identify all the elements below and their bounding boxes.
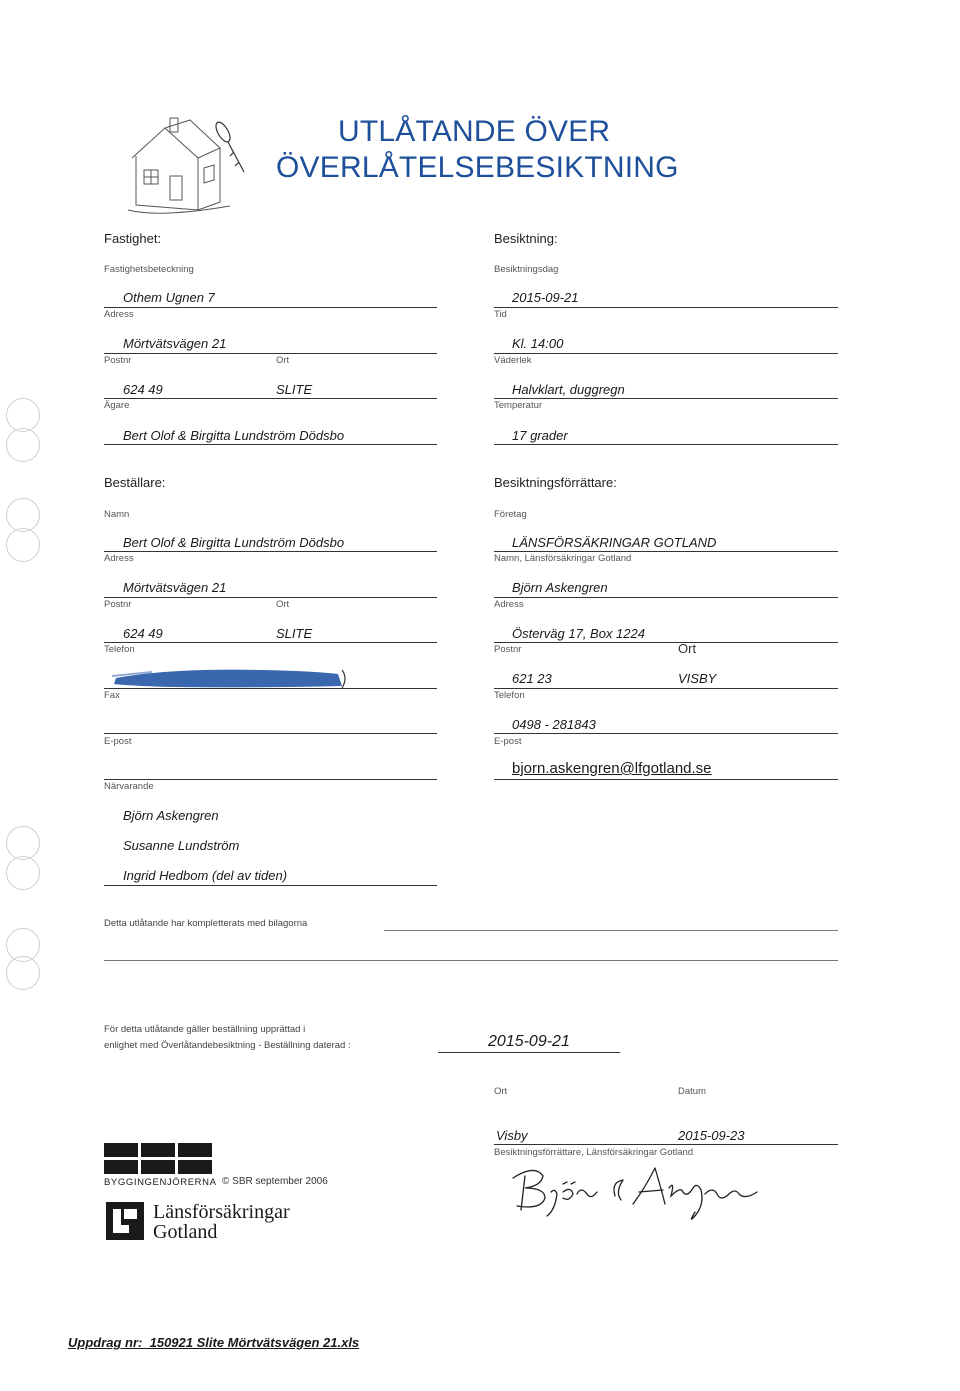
fastighet-ort-value: SLITE — [276, 382, 313, 397]
temperatur-value: 17 grader — [512, 428, 568, 443]
field-line — [104, 551, 437, 552]
field-line — [104, 353, 437, 354]
forrattare-heading: Besiktningsförrättare: — [494, 475, 617, 490]
handwritten-signature — [505, 1158, 775, 1228]
bestallare-namn-value: Bert Olof & Birgitta Lundström Dödsbo — [123, 535, 345, 550]
label-vaderlek: Väderlek — [494, 355, 532, 366]
label-ort: Ort — [276, 355, 290, 366]
field-line — [494, 642, 838, 643]
field-line — [494, 353, 838, 354]
sbr-copyright: © SBR september 2006 — [222, 1176, 328, 1187]
label-foretag: Företag — [494, 509, 527, 520]
binder-hole — [6, 428, 40, 462]
field-line — [384, 930, 838, 931]
forrattare-epost-link[interactable]: bjorn.askengren@lfgotland.se — [512, 760, 712, 777]
title-line-2: ÖVERLÅTELSEBESIKTNING — [276, 151, 679, 184]
bestallning-text-1: För detta utlåtande gäller beställning upprättad i — [104, 1024, 306, 1035]
sbr-logo — [104, 1143, 212, 1175]
binder-hole — [6, 956, 40, 990]
forrattare-namn-value: Björn Askengren — [512, 580, 608, 595]
label-namn-forrattare: Namn, Länsförsäkringar Gotland — [494, 553, 632, 564]
label-postnr: Postnr — [104, 599, 132, 610]
foretag-value: LÄNSFÖRSÄKRINGAR GOTLAND — [512, 535, 717, 550]
field-line — [104, 688, 437, 689]
field-line — [494, 444, 838, 445]
field-line — [494, 597, 838, 598]
label-fastighetsbeteckning: Fastighetsbeteckning — [104, 264, 194, 275]
redaction-mark — [112, 662, 348, 690]
label-narvarande: Närvarande — [104, 781, 154, 792]
label-tid: Tid — [494, 309, 507, 320]
field-line — [104, 444, 437, 445]
tid-value: Kl. 14:00 — [512, 336, 564, 351]
label-ort: Ort — [494, 1086, 508, 1097]
label-telefon: Telefon — [104, 644, 135, 655]
label-signatur: Besiktningsförrättare, Länsförsäkringar Gotland — [494, 1147, 694, 1158]
forrattare-telefon-value: 0498 - 281843 — [512, 717, 596, 732]
label-epost: E-post — [494, 736, 522, 747]
narvarande-person: Björn Askengren — [123, 808, 219, 823]
label-postnr: Postnr — [104, 355, 132, 366]
field-line — [494, 779, 838, 780]
lansforsakringar-logo-icon — [106, 1202, 144, 1240]
bestallare-heading: Beställare: — [104, 475, 166, 490]
forrattare-adress-value: Österväg 17, Box 1224 — [512, 626, 645, 641]
field-line — [494, 688, 838, 689]
label-temperatur: Temperatur — [494, 400, 543, 411]
bestallare-postnr-value: 624 49 — [123, 626, 163, 641]
signatur-ort-value: Visby — [496, 1128, 528, 1143]
label-ort: Ort — [276, 599, 290, 610]
lansforsakringar-logo-text-1: Länsförsäkringar — [153, 1201, 290, 1223]
forrattare-postnr-value: 621 23 — [512, 671, 552, 686]
field-line — [104, 733, 437, 734]
field-line — [494, 398, 838, 399]
signatur-datum-value: 2015-09-23 — [678, 1128, 745, 1143]
label-adress: Adress — [104, 553, 134, 564]
bestallning-datum-value: 2015-09-21 — [488, 1033, 570, 1050]
besiktningsdag-value: 2015-09-21 — [512, 290, 579, 305]
forrattare-ort-value: VISBY — [678, 671, 717, 686]
field-line — [104, 642, 437, 643]
label-adress: Adress — [494, 599, 524, 610]
field-line — [104, 398, 437, 399]
fastighet-adress-value: Mörtvätsvägen 21 — [123, 336, 227, 351]
label-agare: Ägare — [104, 400, 130, 411]
narvarande-person: Susanne Lundström — [123, 838, 240, 853]
bestallare-adress-value: Mörtvätsvägen 21 — [123, 580, 227, 595]
field-line — [494, 733, 838, 734]
uppdrag-footer: Uppdrag nr: 150921 Slite Mörtvätsvägen 21.xls — [68, 1335, 360, 1350]
field-line — [494, 551, 838, 552]
binder-hole — [6, 528, 40, 562]
binder-hole — [6, 398, 40, 432]
label-adress: Adress — [104, 309, 134, 320]
label-namn: Namn — [104, 509, 130, 520]
field-line — [104, 779, 437, 780]
label-datum: Datum — [678, 1086, 706, 1097]
label-epost: E-post — [104, 736, 132, 747]
narvarande-person: Ingrid Hedbom (del av tiden) — [123, 868, 288, 883]
binder-hole — [6, 498, 40, 532]
binder-hole — [6, 826, 40, 860]
lansforsakringar-logo-text-2: Gotland — [153, 1221, 218, 1243]
sbr-logo-text: BYGGINGENJÖRERNA — [104, 1177, 217, 1188]
field-line — [104, 960, 838, 961]
field-line — [438, 1052, 620, 1053]
fastighet-postnr-value: 624 49 — [123, 382, 163, 397]
fastighetsbeteckning-value: Othem Ugnen 7 — [123, 290, 215, 305]
label-besiktningsdag: Besiktningsdag — [494, 264, 559, 275]
label-fax: Fax — [104, 690, 120, 701]
vaderlek-value: Halvklart, duggregn — [512, 382, 625, 397]
field-line — [104, 597, 437, 598]
field-line — [104, 307, 437, 308]
label-ort: Ort — [678, 641, 697, 656]
field-line — [494, 307, 838, 308]
bestallning-text-2: enlighet med Överlåtandebesiktning - Beställning daterad : — [104, 1040, 351, 1051]
field-line — [494, 1144, 838, 1145]
binder-hole — [6, 856, 40, 890]
label-postnr: Postnr — [494, 644, 522, 655]
agare-value: Bert Olof & Birgitta Lundström Dödsbo — [123, 428, 345, 443]
house-inspection-illustration — [120, 110, 260, 215]
bilagor-text: Detta utlåtande har kompletterats med bilagorna — [104, 918, 308, 929]
label-telefon: Telefon — [494, 690, 525, 701]
fastighet-heading: Fastighet: — [104, 231, 162, 246]
field-line — [104, 885, 437, 886]
bestallare-ort-value: SLITE — [276, 626, 313, 641]
besiktning-heading: Besiktning: — [494, 231, 558, 246]
title-line-1: UTLÅTANDE ÖVER — [338, 115, 611, 148]
